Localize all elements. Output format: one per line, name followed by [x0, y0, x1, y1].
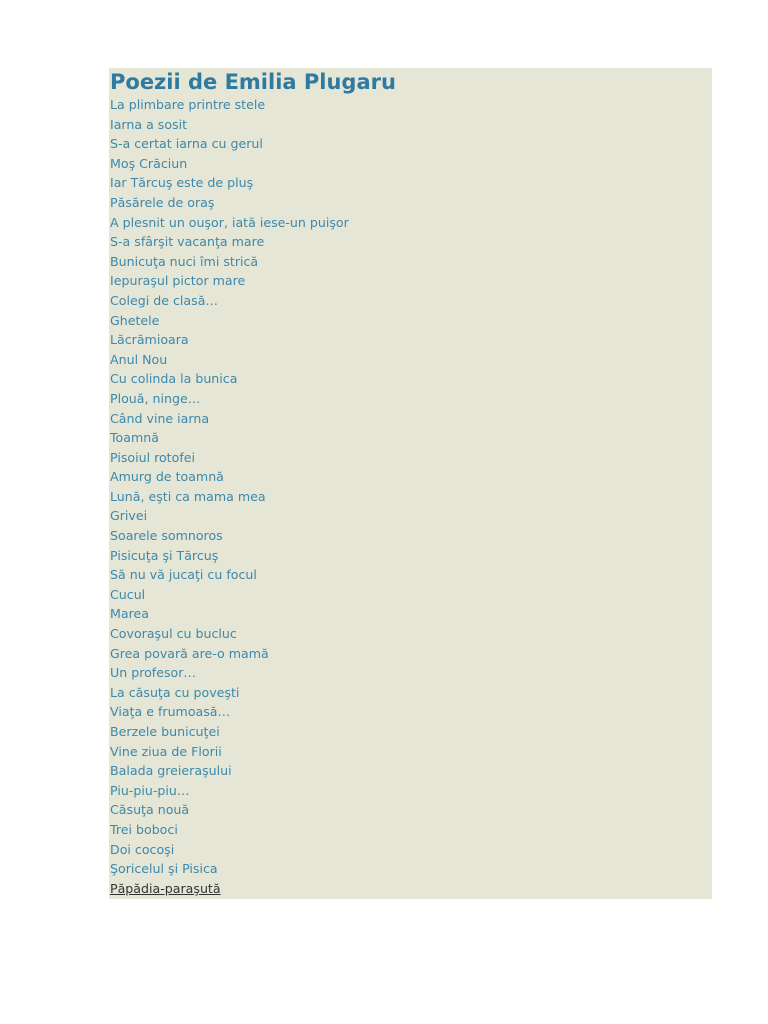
- poem-item: Lună, eşti ca mama mea: [110, 488, 266, 504]
- poem-item: Soarele somnoros: [110, 528, 223, 544]
- poem-item: Plouă, ninge…: [110, 390, 201, 406]
- poem-link-papadia[interactable]: Păpădia-paraşută: [110, 880, 221, 896]
- poem-item: S-a certat iarna cu gerul: [110, 136, 263, 152]
- poem-item: Iarna a sosit: [110, 116, 188, 132]
- poem-item: Colegi de clasă…: [110, 292, 219, 308]
- page-title: Poezii de Emilia Plugaru: [110, 70, 396, 94]
- poem-item: Păsărele de oraş: [110, 194, 215, 210]
- poem-item: Moş Crăciun: [110, 155, 188, 171]
- poem-item: Lăcrămioara: [110, 332, 189, 348]
- poem-item: Iepuraşul pictor mare: [110, 273, 246, 289]
- poem-item: Toamnă: [110, 430, 159, 446]
- poem-item: Trei boboci: [110, 821, 178, 837]
- poem-list-panel: [109, 68, 712, 899]
- poem-item: S-a sfârşit vacanţa mare: [110, 234, 265, 250]
- poem-item: Şoricelul şi Pisica: [110, 861, 218, 877]
- poem-item: Iar Tărcuş este de pluş: [110, 175, 254, 191]
- poem-item: Piu-piu-piu…: [110, 782, 190, 798]
- poem-item: Bunicuţa nuci îmi strică: [110, 253, 259, 269]
- poem-item: A plesnit un ouşor, iată iese-un puişor: [110, 214, 349, 230]
- poem-item: Doi cocoşi: [110, 841, 175, 857]
- poem-item: Un profesor…: [110, 665, 197, 681]
- poem-item: Căsuţa nouă: [110, 802, 190, 818]
- poem-item: Vine ziua de Florii: [110, 743, 222, 759]
- poem-item: Când vine iarna: [110, 410, 210, 426]
- poem-list: [110, 95, 712, 898]
- poem-item: Viaţa e frumoasă…: [110, 704, 231, 720]
- poem-item: Pisoiul rotofei: [110, 449, 195, 465]
- poem-item: Grea povară are-o mamă: [110, 645, 269, 661]
- poem-item: Balada greieraşului: [110, 763, 232, 779]
- poem-item: Grivei: [110, 508, 148, 524]
- poem-item: Amurg de toamnă: [110, 469, 224, 485]
- poem-item: Să nu vă jucaţi cu focul: [110, 567, 257, 583]
- poem-item: Covoraşul cu bucluc: [110, 626, 237, 642]
- poem-item: Pisicuţa şi Tărcuş: [110, 547, 219, 563]
- poem-item: La căsuţa cu poveşti: [110, 684, 240, 700]
- poem-item: La plimbare printre stele: [110, 97, 266, 112]
- poem-item: Cucul: [110, 586, 146, 602]
- poem-item: Berzele bunicuţei: [110, 724, 220, 739]
- poem-item: Cu colinda la bunica: [110, 371, 238, 387]
- poem-item: Ghetele: [110, 312, 160, 328]
- poem-item: Marea: [110, 606, 149, 622]
- poem-item: Anul Nou: [110, 351, 168, 367]
